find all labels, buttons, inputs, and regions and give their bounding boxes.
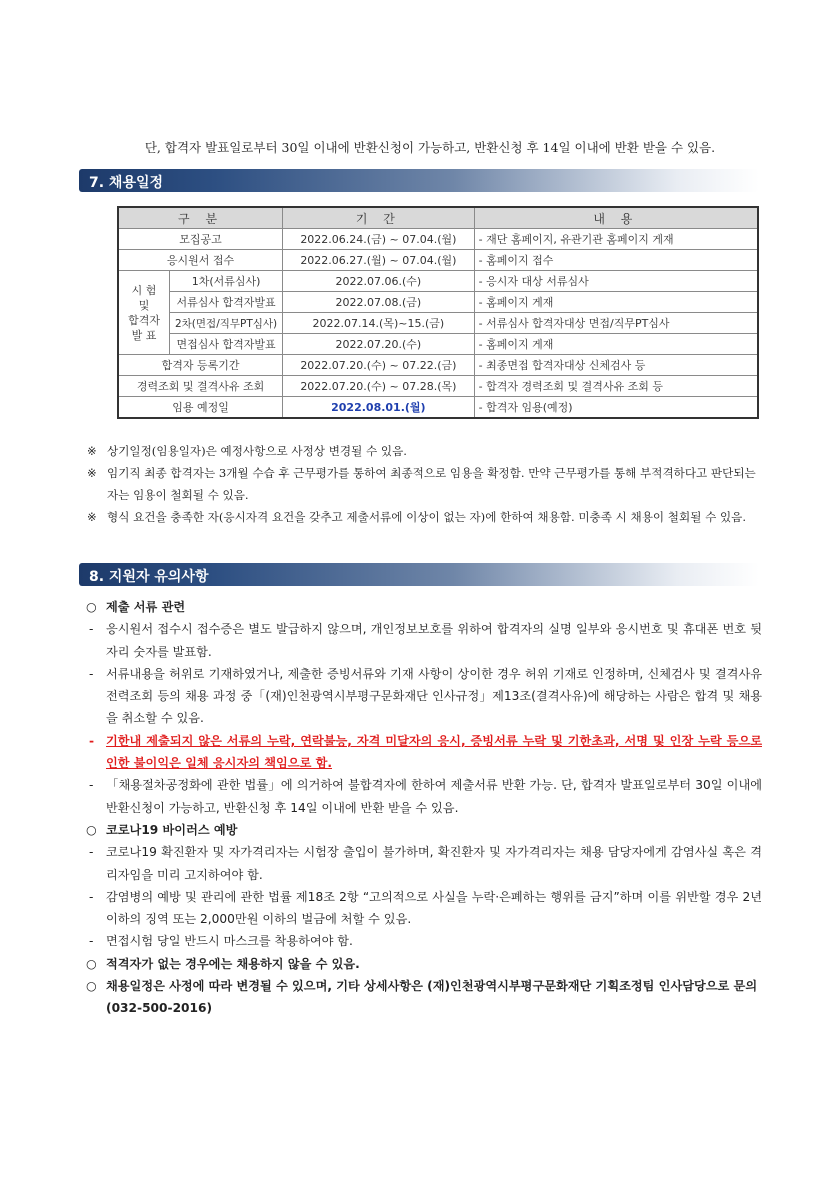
row-desc: - 합격자 임용(예정): [474, 397, 758, 419]
row-desc: - 홈페이지 게재: [474, 292, 758, 313]
table-row: [118, 355, 758, 376]
col-header-category: 구 분: [118, 207, 283, 229]
row-label: 면접심사 합격자발표: [170, 334, 283, 355]
circle-bullet-icon: ○: [86, 822, 97, 837]
row-label: 1차(서류심사): [170, 271, 283, 292]
list-item: - 「채용절차공정화에 관한 법률」에 의거하여 불합격자에 한하여 제출서류 반환 가능. 단, 합격자 발표일로부터 30일 이내에 반환신청이 가능하고, 반환신청 후 14일 이내에 반환 받을 수 있음.: [89, 778, 762, 815]
row-period: 2022.07.20.(수) ~ 07.22.(금): [283, 355, 475, 376]
row-desc: - 홈페이지 게재: [474, 334, 758, 355]
list-item: - 감염병의 예방 및 관리에 관한 법률 제18조 2항 “고의적으로 사실을 누락·은폐하는 행위를 금지”하며 이를 위반할 경우 2년 이하의 징역 또는 2,000만원 이하의 벌금에 처할 수 있음.: [89, 889, 762, 927]
list-item: - 코로나19 확진환자 및 자가격리자는 시험장 출입이 불가하며, 확진환자 및 자가격리자는 채용 담당자에게 감염사실 혹은 격리자임을 미리 고지하여야 함.: [89, 845, 762, 882]
row-period: 2022.06.24.(금) ~ 07.04.(월): [283, 229, 475, 250]
table-header-row: [118, 207, 758, 229]
row-period: 2022.07.14.(목)~15.(금): [283, 313, 475, 334]
row-period-highlight: 2022.08.01.(월): [283, 397, 475, 419]
warning-item: - 기한내 제출되지 않은 서류의 누락, 연락불능, 자격 미달자의 응시, 증빙서류 누락 및 기한초과, 서명 및 인장 누락 등으로 인한 불이익은 일체 응시자의 책임으로 함.: [89, 733, 762, 771]
group-label: 시 험 및 합격자 발 표: [118, 271, 170, 355]
row-label: 임용 예정일: [118, 397, 283, 419]
note-mark: ※: [87, 444, 97, 458]
note-item: ※ 형식 요건을 충족한 자(응시자격 요건을 갖추고 제출서류에 이상이 없는 자)에 한하여 채용함. 미충족 시 채용이 철회될 수 있음.: [87, 506, 762, 528]
section8-title: 8. 지원자 유의사항: [89, 569, 209, 585]
list-item: - 서류내용을 허위로 기재하였거나, 제출한 증빙서류와 기재 사항이 상이한 경우 허위 기재로 인정하며, 신체검사 및 결격사유 전력조회 등의 채용 과정 중「(재)인천광역시부평구문화재단 인사규정」제13조(결격사유)에 해당하는 사람은 합격 및 채용을 취소할 수 있음.: [89, 666, 762, 726]
row-label: 서류심사 합격자발표: [170, 292, 283, 313]
table-row: [118, 334, 758, 355]
table-row: [118, 376, 758, 397]
table-row: [118, 397, 758, 419]
col-header-period: 기 간: [283, 207, 475, 229]
schedule-notes: [87, 440, 762, 528]
subheading-no-candidate: ○ 적격자가 없는 경우에는 채용하지 않을 수 있음.: [86, 953, 762, 975]
applicant-notes: [86, 596, 762, 1020]
subheading-documents: ○ 제출 서류 관련: [86, 596, 762, 618]
row-desc: - 응시자 대상 서류심사: [474, 271, 758, 292]
row-period: 2022.07.08.(금): [283, 292, 475, 313]
subheading-covid: ○ 코로나19 바이러스 예방: [86, 819, 762, 841]
row-label: 모집공고: [118, 229, 283, 250]
note-mark: ※: [87, 466, 97, 480]
table-row: [118, 250, 758, 271]
section8-header: [79, 563, 759, 586]
row-period: 2022.07.20.(수) ~ 07.28.(목): [283, 376, 475, 397]
row-label: 2차(면접/직무PT심사): [170, 313, 283, 334]
table-row: [118, 229, 758, 250]
circle-bullet-icon: ○: [86, 979, 97, 994]
row-desc: - 서류심사 합격자대상 면접/직무PT심사: [474, 313, 758, 334]
table-row: [118, 313, 758, 334]
section7-header: [79, 169, 759, 192]
table-row: [118, 292, 758, 313]
intro-line: 단, 합격자 발표일로부터 30일 이내에 반환신청이 가능하고, 반환신청 후 14일 이내에 반환 받을 수 있음.: [144, 140, 716, 155]
row-desc: - 재단 홈페이지, 유관기관 홈페이지 게재: [474, 229, 758, 250]
note-mark: ※: [87, 510, 97, 524]
note-item: ※ 임기직 최종 합격자는 3개월 수습 후 근무평가를 통하여 최종적으로 임용을 확정함. 만약 근무평가를 통해 부적격하다고 판단되는 자는 임용이 철회될 수 있음.: [87, 462, 762, 506]
row-label: 경력조회 및 결격사유 조회: [118, 376, 283, 397]
row-period: 2022.07.06.(수): [283, 271, 475, 292]
row-label: 응시원서 접수: [118, 250, 283, 271]
row-desc: - 합격자 경력조회 및 결격사유 조회 등: [474, 376, 758, 397]
table-row: [118, 271, 758, 292]
row-desc: - 최종면접 합격자대상 신체검사 등: [474, 355, 758, 376]
circle-bullet-icon: ○: [86, 956, 97, 971]
row-period: 2022.06.27.(월) ~ 07.04.(월): [283, 250, 475, 271]
circle-bullet-icon: ○: [86, 600, 97, 614]
schedule-table: [117, 206, 759, 419]
section7-title: 7. 채용일정: [89, 175, 164, 191]
note-item: ※ 상기일정(임용일자)은 예정사항으로 사정상 변경될 수 있음.: [87, 440, 762, 462]
row-period: 2022.07.20.(수): [283, 334, 475, 355]
list-item: - 응시원서 접수시 접수증은 별도 발급하지 않으며, 개인정보보호를 위하여 합격자의 실명 일부와 응시번호 및 휴대폰 번호 뒷자리 숫자를 발표함.: [89, 622, 762, 659]
col-header-content: 내 용: [474, 207, 758, 229]
row-desc: - 홈페이지 접수: [474, 250, 758, 271]
row-label: 합격자 등록기간: [118, 355, 283, 376]
list-item: - 면접시험 당일 반드시 마스크를 착용하여야 함.: [89, 934, 353, 949]
subheading-contact: ○ 채용일정은 사정에 따라 변경될 수 있으며, 기타 상세사항은 (재)인천광역시부평구문화재단 기획조정팀 인사담당으로 문의(032-500-2016): [86, 975, 762, 1020]
